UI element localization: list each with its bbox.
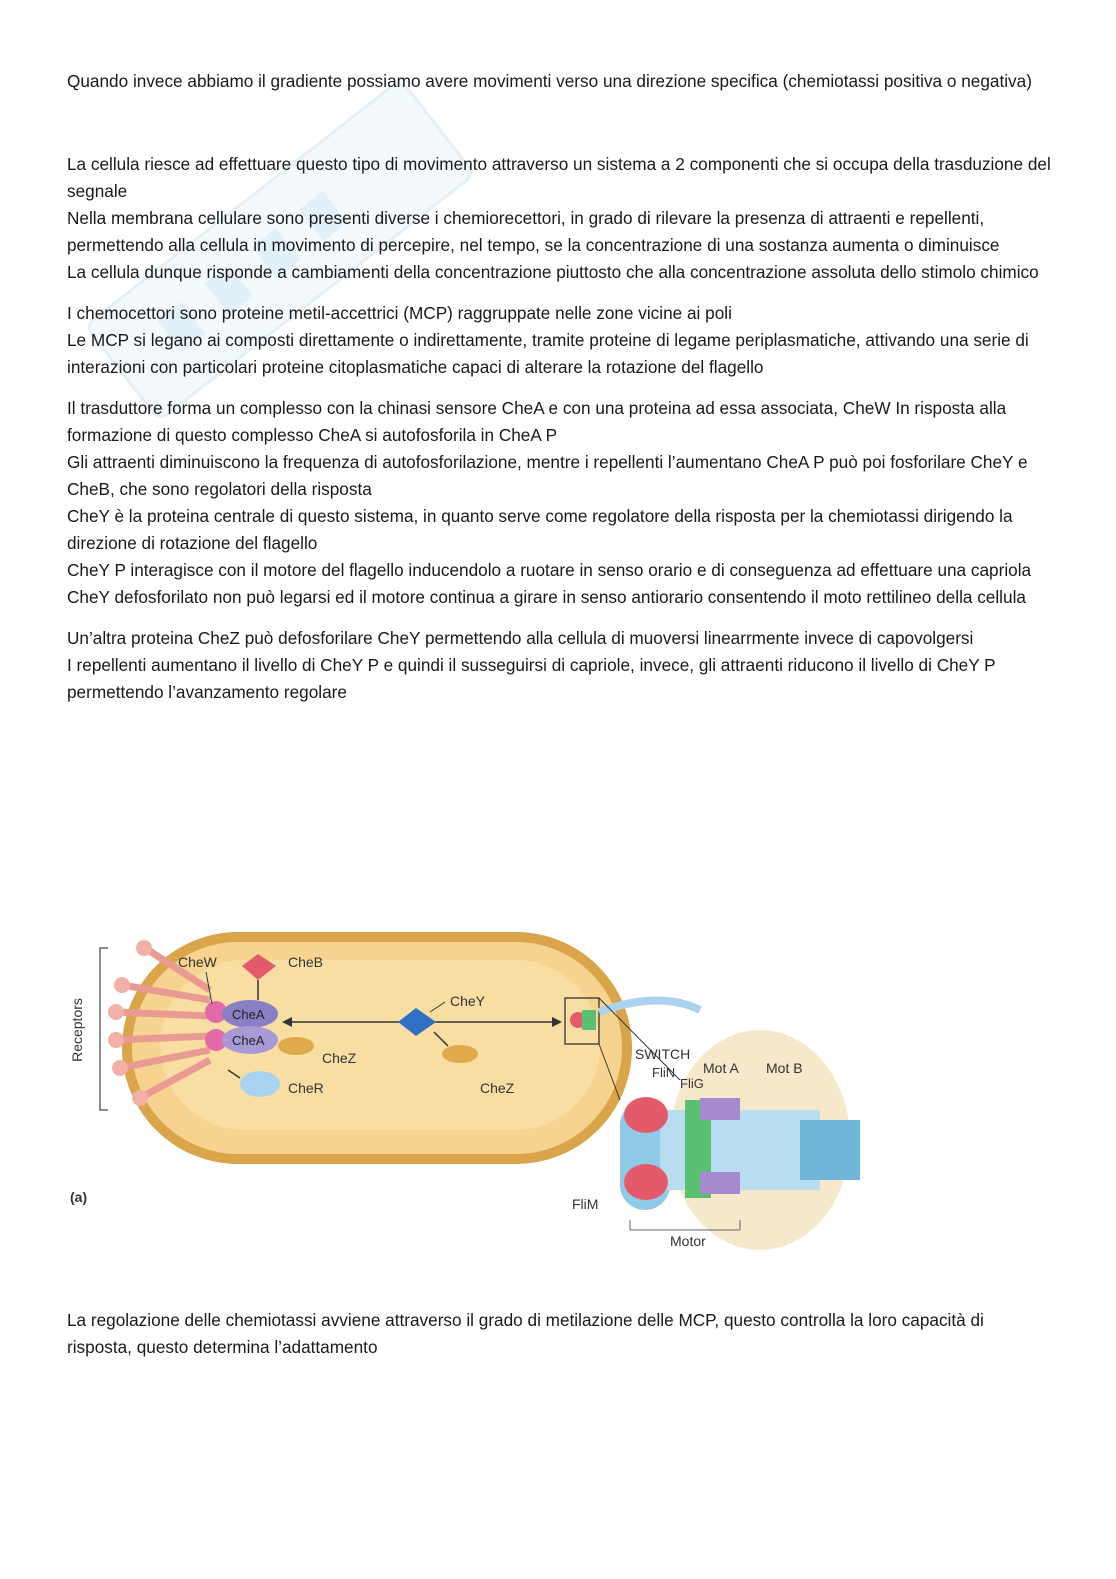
chea-label: CheA	[232, 1033, 265, 1048]
flig-label: FliG	[680, 1076, 704, 1091]
paragraph: Quando invece abbiamo il gradiente possiamo avere movimenti verso una direzione specifica (chemiotassi positiva o negativa)	[67, 71, 1032, 91]
chemotaxis-figure	[60, 920, 860, 1260]
paragraph: I repellenti aumentano il livello di CheY P e quindi il susseguirsi di capriole, invece, gli attraenti riducono il livello di CheY P permettendo l’avanzamento regolare	[67, 655, 996, 702]
paragraph: I chemocettori sono proteine metil-accettrici (MCP) raggruppate nelle zone vicine ai poli	[67, 303, 732, 323]
paragraph: Un’altra proteina CheZ può defosforilare CheY permettendo alla cellula di muoversi linearrmente invece di capovolgersi	[67, 628, 974, 648]
receptors-bracket	[100, 948, 108, 1110]
chey-label: CheY	[450, 993, 486, 1009]
paragraph: Gli attraenti diminuiscono la frequenza di autofosforilazione, mentre i repellenti l’aumentano CheA P può poi fosforilare CheY e CheB, che sono regolatori della risposta	[67, 452, 1028, 499]
paragraph: La cellula dunque risponde a cambiamenti della concentrazione piuttosto che alla concentrazione assoluta dello stimolo chimico	[67, 262, 1039, 282]
flim-label: FliM	[572, 1196, 599, 1212]
chez-protein	[278, 1037, 314, 1055]
chez-label: CheZ	[322, 1050, 357, 1066]
document-body-after-figure	[67, 1290, 1052, 1378]
switch-label: SWITCH	[635, 1046, 691, 1062]
paragraph: CheY P interagisce con il motore del flagello inducendolo a ruotare in senso orario e di conseguenza ad effettuare una capriola	[67, 560, 1032, 580]
paragraph: Le MCP si legano ai composti direttamente o indirettamente, tramite proteine di legame periplasmatiche, attivando una serie di interazioni con particolari proteine citoplasmatiche capaci di alterare la rotazione del flagello	[67, 330, 1029, 377]
paragraph: La cellula riesce ad effettuare questo tipo di movimento attraverso un sistema a 2 componenti che si occupa della trasduzione del segnale	[67, 154, 1051, 201]
paragraph: La regolazione delle chemiotassi avviene attraverso il grado di metilazione delle MCP, questo controlla la loro capacità di risposta, questo determina l’adattamento	[67, 1310, 984, 1358]
cher-label: CheR	[288, 1080, 324, 1096]
paragraph: Nella membrana cellulare sono presenti diverse i chemiorecettori, in grado di rilevare la presenza di attraenti e repellenti, permettendo alla cellula in movimento di percepire, nel tempo, se la concentrazione di una sostanza aumenta o diminuisce	[67, 208, 1000, 255]
flin-label: FliN	[652, 1065, 676, 1080]
receptors-label: Receptors	[69, 998, 85, 1062]
paragraph: Il trasduttore forma un complesso con la chinasi sensore CheA e con una proteina ad essa associata, CheW In risposta alla formazione di questo complesso CheA si autofosforila in CheA P	[67, 398, 1007, 445]
cher-protein	[240, 1071, 280, 1097]
paragraph: CheY è la proteina centrale di questo sistema, in quanto serve come regolatore della risposta per la chemiotassi dirigendo la direzione di rotazione del flagello	[67, 506, 1013, 553]
paragraph: CheY defosforilato non può legarsi ed il motore continua a girare in senso antiorario consentendo il moto rettilineo della cellula	[67, 587, 1026, 607]
document-body	[67, 68, 1052, 706]
cheb-label: CheB	[288, 954, 324, 970]
chew-label: CheW	[178, 954, 217, 970]
chez-protein	[442, 1045, 478, 1063]
chea-label: CheA	[232, 1007, 265, 1022]
flagellar-motor	[620, 1030, 860, 1250]
motb-label: Mot B	[766, 1060, 803, 1076]
chez-label: CheZ	[480, 1080, 515, 1096]
panel-label: (a)	[70, 1189, 88, 1205]
mota-label: Mot A	[703, 1060, 739, 1076]
motor-label: Motor	[670, 1233, 706, 1249]
